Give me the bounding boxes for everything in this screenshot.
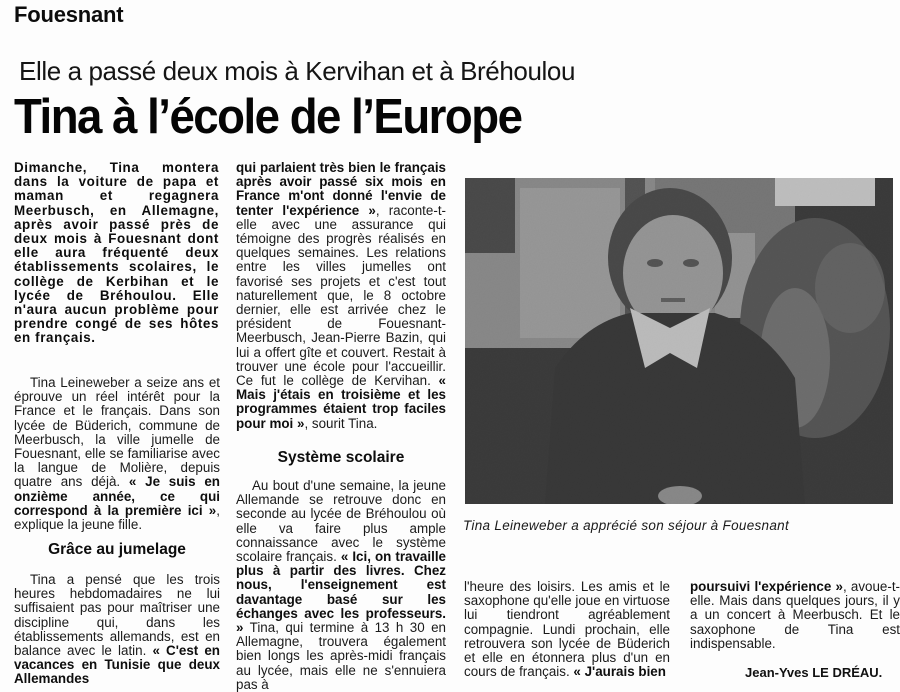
lead-paragraph: Dimanche, Tina montera dans la voiture de papa et maman et regagnera Meerbusch, en Allemagne, après avoir passé près de deux mois à Fouesnant dont elle aura fréquenté deux établissements scolaires, le collège de Kerbihan et le lycée de Bréhoulou. Elle n'aura aucun problème pour prendre congé de ses hôtes en français. (14, 160, 219, 346)
headline: Tina à l’école de l’Europe (14, 90, 522, 144)
column-4-paragraph (690, 580, 900, 651)
portrait-photo-graphic (465, 178, 893, 504)
subheading-systeme-scolaire: Système scolaire (277, 449, 405, 466)
quote-text: « Je suis en onzième année, ce qui correspond à la première ici » (14, 474, 220, 518)
section-rubric: Fouesnant (14, 2, 124, 27)
article-photo (465, 178, 893, 504)
quote-text: « J'aurais bien (573, 664, 666, 680)
column-3-paragraph (464, 580, 670, 679)
quote-text: « Mais j'étais en troisième et les programmes étaient trop faciles pour moi » (236, 373, 446, 431)
body-text: , explique la jeune fille. (14, 502, 220, 533)
column-1-paragraph (14, 376, 220, 532)
body-text: , avoue-t-elle. Mais dans quelques jours, il y a un concert à Meerbusch. Et le saxophone de Tina est indispensable. (690, 580, 900, 651)
column-1-paragraph-2 (14, 573, 220, 687)
body-text: Tina Leineweber a seize ans et éprouve un réel intérêt pour la France et le français. Dans son lycée de Büderich, commune de Meerbusch, la ville jumelle de Fouesnant, elle se familiarise avec la langue de Molière, depuis quatre ans déjà. (14, 375, 220, 490)
body-text: Tina a pensé que les trois heures hebdomadaires ne lui suffisaient pas pour maîtriser une discipline qui, dans les établissements allemands, est en balance avec le latin. (14, 572, 220, 659)
body-text: , sourit Tina. (304, 415, 378, 431)
photo-caption: Tina Leineweber a apprécié son séjour à Fouesnant (463, 518, 790, 533)
quote-text: poursuivi l'expérience » (690, 580, 843, 594)
body-text: l'heure des loisirs. Les amis et le saxophone qu'elle joue en virtuose lui tiendront agréablement compagnie. Lundi prochain, elle retrouvera son lycée de Büderich et elle en étonnera plus d'un en cours de français. (464, 579, 670, 680)
quote-text: « Ici, on travaille plus à partir des livres. Chez nous, l'enseignement est davantage basé sur les échanges avec les professeurs. » (236, 549, 446, 636)
column-2-paragraph (236, 161, 446, 431)
column-2-paragraph-2 (236, 479, 446, 692)
subheading-jumelage: Grâce au jumelage (48, 541, 186, 558)
quote-text: « C'est en vacances en Tunisie que deux Allemandes (14, 643, 220, 687)
body-text: , raconte-t-elle avec une assurance qui témoigne des progrès réalisés en quelques semaines. Les relations entre les villes jumelles ont favorisé ses projets et c'est tout naturellement que, le 8 octobre dernier, elle est arrivée chez le président de Fouesnant-Meerbusch, Jean-Pierre Bazin, qui lui a offert gîte et couvert. Restait à trouver une école pour l'accueillir. Ce fut le collège de Kervihan. (236, 202, 446, 389)
quote-text: qui parlaient très bien le français après avoir passé six mois en France m'ont donné l'envie de tenter l'expérience » (236, 160, 446, 218)
body-text: Au bout d'une semaine, la jeune Allemande se retrouve donc en seconde au lycée de Bréhoulou où elle va faire plus ample connaissance avec le système scolaire français. (236, 478, 446, 565)
kicker-subtitle: Elle a passé deux mois à Kervihan et à Bréhoulou (19, 56, 576, 86)
author-signature: Jean-Yves LE DRÉAU. (745, 665, 883, 680)
body-text: Tina, qui termine à 13 h 30 en Allemagne, trouvera également bien longs les après-midi français au lycée, mais elle ne s'ennuiera pas à (236, 620, 446, 692)
